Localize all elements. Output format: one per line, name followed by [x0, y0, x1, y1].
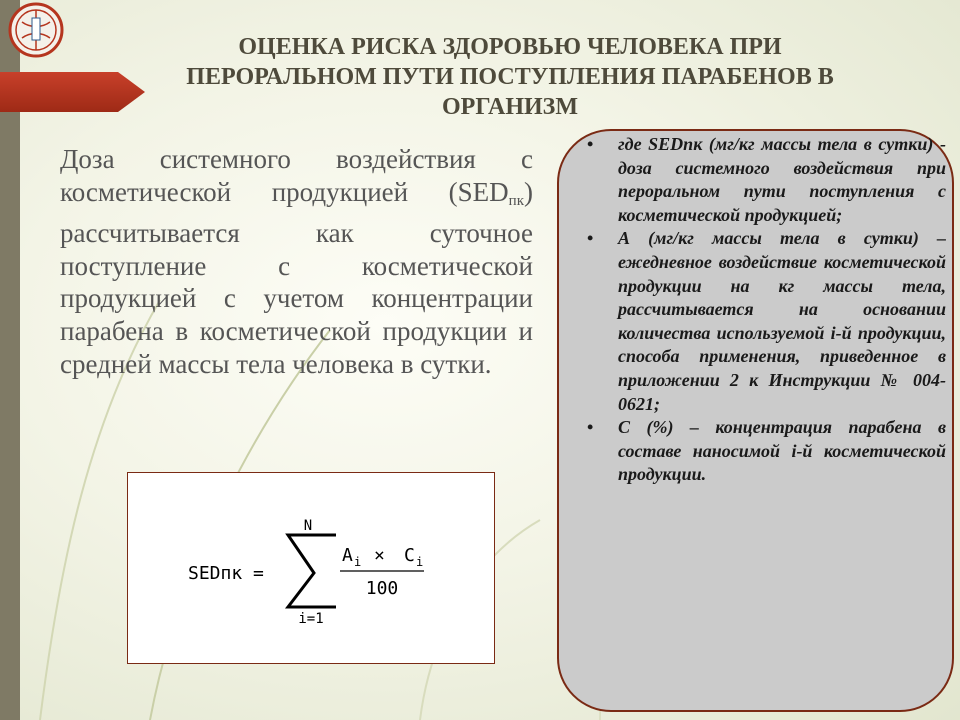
- bullet: •: [587, 134, 594, 154]
- main-text-part1: Доза системного воздействия с косметической продукцией (SED: [60, 144, 533, 207]
- definition-text: А (мг/кг массы тела в сутки) – ежедневное воздействие косметической продукции на кг массы тела, рассчитывается на основании количества используемой i-й продукции, способа применения, приведенное в приложении 2 к Инструкции № 004-0621;: [618, 228, 946, 414]
- definition-text: С (%) – концентрация парабена в составе наносимой i-й косметической продукции.: [618, 417, 946, 485]
- formula-numerator-a: A: [342, 545, 353, 566]
- formula-lower-limit: i=1: [298, 611, 324, 627]
- formula-numerator-a-sub: i: [354, 555, 362, 569]
- university-logo-icon: [8, 2, 64, 58]
- main-text-subscript: пк: [508, 192, 524, 209]
- formula-numerator-c-sub: i: [416, 555, 424, 569]
- definitions-list: [583, 133, 946, 487]
- main-paragraph: [60, 143, 533, 380]
- formula-times: ×: [374, 545, 385, 566]
- title-ribbon: [0, 72, 145, 112]
- slide-title: ОЦЕНКА РИСКА ЗДОРОВЬЮ ЧЕЛОВЕКА ПРИ ПЕРОРАЛЬНОМ ПУТИ ПОСТУПЛЕНИЯ ПАРАБЕНОВ В ОРГАНИЗМ: [186, 34, 834, 120]
- formula-box: [127, 472, 495, 664]
- formula-denominator: 100: [365, 578, 399, 599]
- formula-lhs: SEDпк =: [188, 563, 264, 584]
- main-text-part2: ) рассчитывается как суточное поступление с косметической продукцией с учетом концентрации парабена в косметической продукции и средней массы тела человека в сутки.: [60, 176, 533, 379]
- formula-upper-limit: N: [303, 518, 313, 534]
- bullet: •: [587, 417, 594, 438]
- sigma-symbol: [288, 535, 336, 607]
- definition-item-sed: [583, 133, 946, 227]
- definition-item-a: [583, 227, 946, 416]
- formula-numerator-c: C: [404, 545, 415, 566]
- bullet: •: [587, 228, 594, 249]
- sed-formula: [128, 473, 494, 663]
- definition-item-c: [583, 416, 946, 487]
- definition-text: где SEDпк (мг/кг массы тела в сутки) - доза системного воздействия при пероральном пути поступления с косметической продукцией;: [618, 134, 946, 225]
